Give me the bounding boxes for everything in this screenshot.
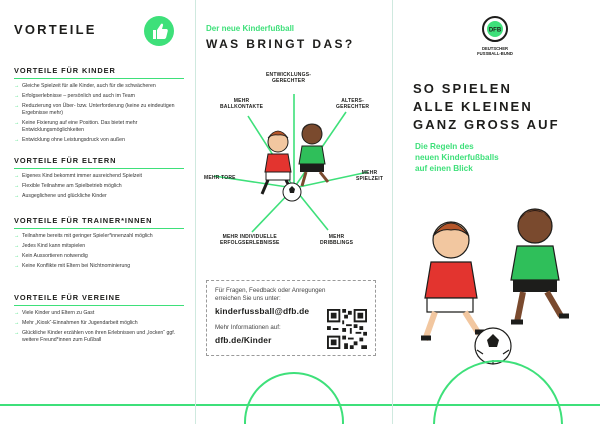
arrow-icon: →: [14, 319, 20, 326]
list-item: → Mehr „Kiosk“-Einnahmen für Jugendarbeit möglich: [14, 319, 138, 326]
child-red-shirt-illustration: [421, 222, 485, 340]
panel-title: WAS BRINGT DAS?: [206, 37, 355, 51]
arrow-icon: →: [14, 92, 20, 99]
list-item: → Kein Aussortieren notwendig: [14, 252, 88, 259]
website-link[interactable]: dfb.de/Kinder: [215, 335, 272, 345]
list-item: → Reduzierung von Über- bzw. Unterforderung (keine zu eindeutigen Ergebnisse mehr): [14, 102, 175, 116]
center-circle-line: [244, 372, 344, 424]
arrow-icon: →: [14, 173, 20, 179]
spoke-label-erfolg: MEHR INDIVIDUELLE ERFOLGSERLEBNISSE: [220, 234, 280, 246]
logo-text: DEUTSCHER FUSSBALL-BUND: [477, 46, 513, 56]
cover-panel: [393, 0, 600, 424]
panel-title: VORTEILE: [14, 22, 97, 37]
arrow-icon: →: [14, 182, 20, 189]
svg-text:DFB: DFB: [488, 27, 502, 34]
section-title: VORTEILE FÜR VEREINE: [14, 293, 184, 306]
list-item: → Glückliche Kinder erzählen von ihren Erlebnissen und „locken“ ggf. weitere Freund*innen zum Fußball: [14, 329, 176, 343]
list-item: → Keine Fixierung auf eine Position. Das bietet mehr Entwicklungsmöglichkeiten: [14, 119, 138, 133]
list-item: → Ausgeglichene und glückliche Kinder: [14, 192, 107, 199]
what-it-brings-panel: [196, 0, 392, 424]
arrow-icon: →: [14, 136, 20, 143]
list-item: → Erfolgserlebnisse – persönlich und auch im Team: [14, 92, 135, 99]
panel-subtitle: Der neue Kinderfußball: [206, 24, 295, 33]
list-item: → Jedes Kind kann mitspielen: [14, 242, 86, 249]
section-title: VORTEILE FÜR ELTERN: [14, 156, 184, 169]
spoke-label-entwicklung: ENTWICKLUNGS- GERECHTER: [266, 72, 312, 84]
list-item: → Flexible Teilnahme am Spielbetrieb möglich: [14, 182, 122, 189]
list-item: → Gleiche Spielzeit für alle Kinder, auch für die schwächeren: [14, 83, 156, 89]
contact-box: [206, 280, 376, 356]
section-trainer: [14, 216, 184, 273]
arrow-icon: →: [14, 329, 20, 336]
arrow-icon: →: [14, 119, 20, 126]
spoke-label-tore: MEHR TORE: [204, 175, 236, 181]
arrow-icon: →: [14, 102, 20, 109]
arrow-icon: →: [14, 83, 20, 89]
list-item: → Viele Kinder und Eltern zu Gast: [14, 310, 95, 316]
section-vereine: [14, 293, 184, 347]
section-title: VORTEILE FÜR TRAINER*INNEN: [14, 216, 184, 229]
football-illustration: [475, 328, 511, 364]
dfb-logo-icon: [482, 16, 508, 42]
main-subtitle: Die Regeln des neuen Kinderfußballs auf einen Blick: [415, 142, 499, 173]
spoke-label-ballkontakte: MEHR BALLKONTAKTE: [220, 98, 264, 110]
contact-email-link[interactable]: kinderfussball@dfb.de: [215, 306, 310, 316]
football-illustration: [283, 183, 301, 201]
benefits-panel: [0, 0, 195, 424]
arrow-icon: →: [14, 252, 20, 259]
main-title: SO SPIELEN ALLE KLEINEN GANZ GROSS AUF: [413, 81, 560, 132]
section-title: VORTEILE FÜR KINDER: [14, 66, 184, 79]
spoke-label-spielzeit: MEHR SPIELZEIT: [356, 170, 384, 182]
list-item: → Keine Konflikte mit Eltern bei Nichtnominierung: [14, 262, 131, 269]
list-item: → Teilnahme bereits mit geringer Spieler*innenzahl möglich: [14, 233, 153, 239]
spoke-lines: [214, 94, 368, 232]
arrow-icon: →: [14, 310, 20, 316]
arrow-icon: →: [14, 262, 20, 269]
section-eltern: [14, 156, 184, 203]
section-kinder: [14, 66, 184, 147]
spoke-label-alters: ALTERS- GERECHTER: [336, 98, 370, 110]
child-green-shirt-illustration: [511, 209, 569, 322]
list-item: → Entwicklung ohne Leistungsdruck von außen: [14, 136, 125, 143]
more-info-label: Mehr Informationen auf:: [215, 324, 281, 331]
child-green-shirt-illustration: [299, 123, 328, 186]
arrow-icon: →: [14, 233, 20, 239]
qr-code-icon[interactable]: [327, 309, 367, 349]
arrow-icon: →: [14, 242, 20, 249]
thumbs-up-icon: [144, 16, 174, 46]
arrow-icon: →: [14, 192, 20, 199]
field-line: [0, 404, 195, 406]
list-item: → Eigenes Kind bekommt immer ausreichend Spielzeit: [14, 173, 142, 179]
spoke-label-dribblings: MEHR DRIBBLINGS: [320, 234, 354, 246]
contact-intro: Für Fragen, Feedback oder Anregungen erreichen Sie uns unter:: [215, 287, 326, 302]
